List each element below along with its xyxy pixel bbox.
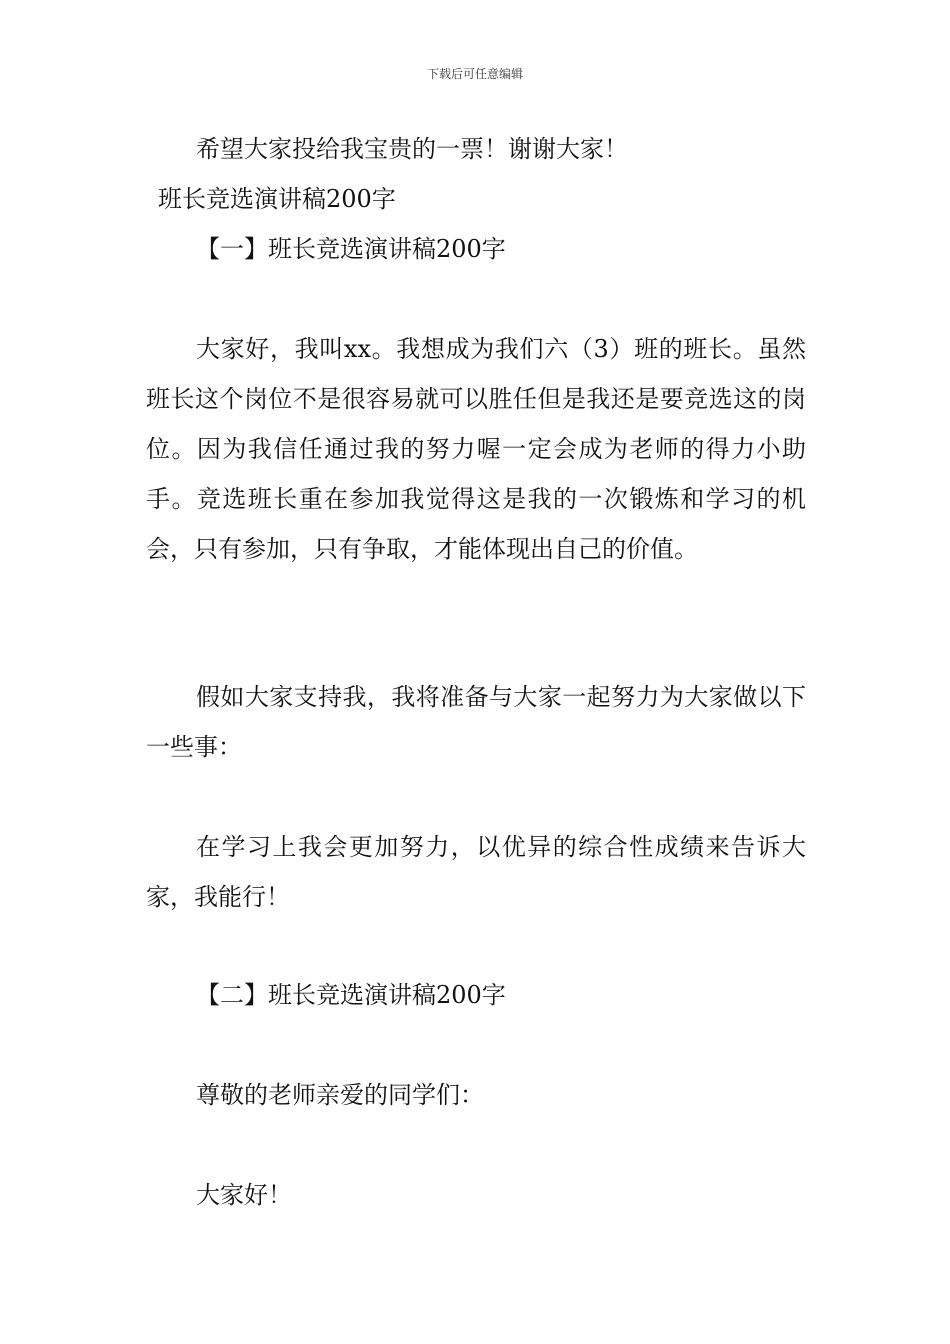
salutation-line: 尊敬的老师亲爱的同学们： [196,1081,484,1109]
document-title: 班长竞选演讲稿200字 [158,185,396,213]
closing-line: 希望大家投给我宝贵的一票！谢谢大家！ [196,135,628,163]
paragraph-1: 大家好，我叫xx。我想成为我们六（3）班的班长。虽然班长这个岗位不是很容易就可以胜任但是我还是要竞选这的岗位。因为我信任通过我的努力喔一定会成为老师的得力小助手。竞选班长重在参加我觉得这是我的一次锻炼和学习的机会，只有参加，只有争取，才能体现出自己的价值。 [146,335,806,563]
section-1-title: 【一】班长竞选演讲稿200字 [196,235,506,263]
paragraph-2: 假如大家支持我，我将准备与大家一起努力为大家做以下一些事： [146,683,806,761]
paragraph-3: 在学习上我会更加努力，以优异的综合性成绩来告诉大家，我能行！ [146,833,806,911]
greeting-line: 大家好！ [196,1181,292,1209]
header-note: 下载后可任意编辑 [426,67,523,81]
section-2-title: 【二】班长竞选演讲稿200字 [196,981,506,1009]
